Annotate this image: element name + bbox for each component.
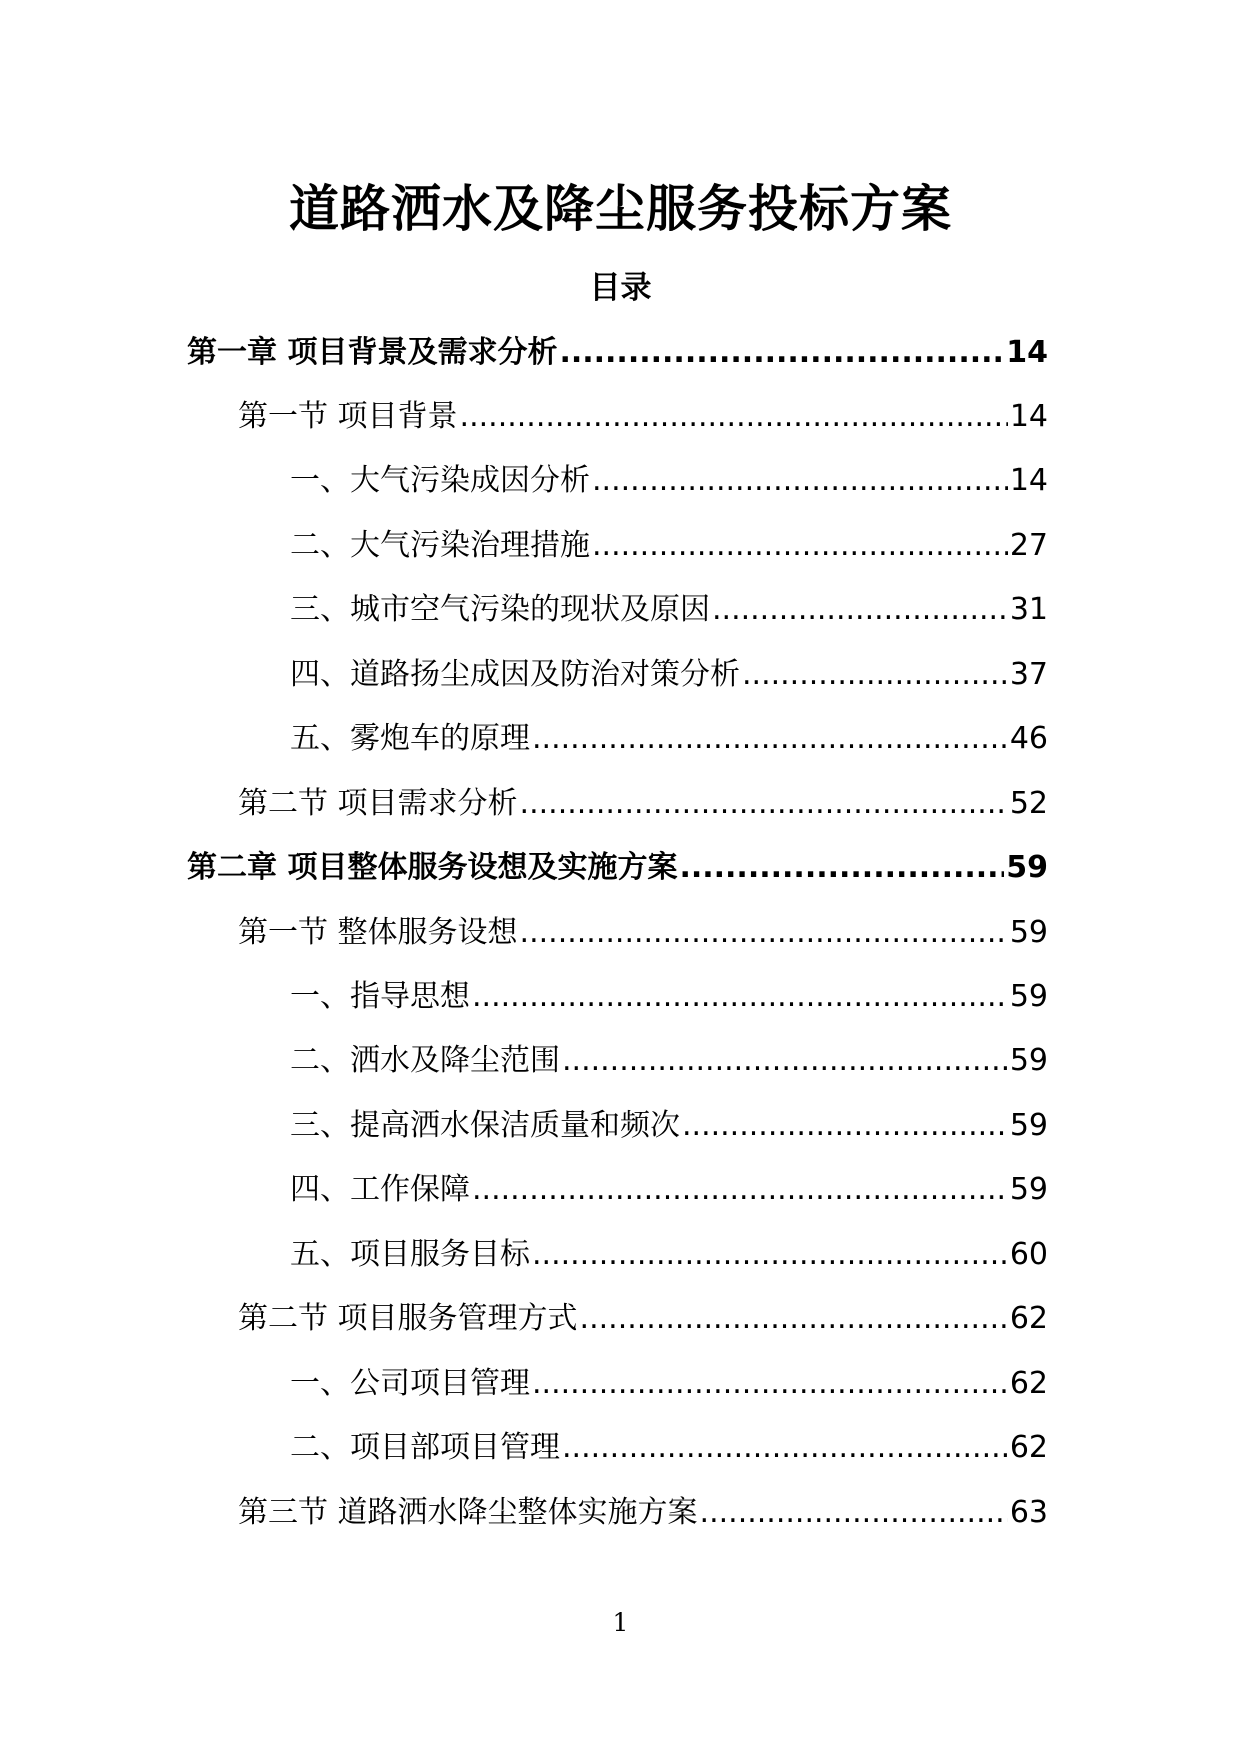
toc-entry[interactable] [238,1297,1048,1341]
toc-entry-title: 三、提高洒水保洁质量和频次 [290,1108,680,1143]
toc-entry-title: 五、项目服务目标 [290,1237,530,1272]
toc-entry-page: 59 [1009,979,1048,1014]
toc-entry[interactable] [290,653,1048,697]
toc-leader [682,1104,1008,1148]
toc-entry-title: 二、大气污染治理措施 [290,528,590,563]
toc-entry[interactable] [290,588,1048,632]
toc-entry-title: 第二章 项目整体服务设想及实施方案 [187,850,678,885]
toc-entry-page: 62 [1009,1430,1048,1465]
toc-entry-title: 二、洒水及降尘范围 [290,1043,560,1078]
toc-entry-page: 59 [1009,1108,1048,1143]
toc-entry[interactable] [290,1362,1048,1406]
toc-entry-page: 37 [1009,657,1048,692]
toc-entry[interactable] [238,1491,1048,1535]
toc-leader [559,331,1004,375]
toc-entry-title: 一、大气污染成因分析 [290,463,590,498]
toc-leader [679,846,1004,890]
toc-leader [562,1426,1008,1470]
toc-entry-page: 31 [1009,592,1048,627]
toc-entry[interactable] [290,459,1048,503]
toc-entry-page: 27 [1009,528,1048,563]
toc-entry[interactable] [290,975,1048,1019]
toc-entry-page: 62 [1009,1366,1048,1401]
toc-entry-page: 60 [1009,1237,1048,1272]
toc-entry-title: 四、工作保障 [290,1172,470,1207]
toc-leader [592,459,1008,503]
toc-entry[interactable] [290,717,1048,761]
toc-entry-page: 59 [1009,1043,1048,1078]
toc-entry[interactable] [290,1426,1048,1470]
toc-entry-title: 五、雾炮车的原理 [290,721,530,756]
toc-leader [712,588,1008,632]
page-number: 1 [612,1608,629,1637]
toc-entry-title: 四、道路扬尘成因及防治对策分析 [290,657,740,692]
toc-leader [532,717,1008,761]
toc-leader [460,395,1008,439]
toc-entry-page: 59 [1009,1172,1048,1207]
toc-entry-title: 第二节 项目需求分析 [238,786,518,821]
toc-entry[interactable] [187,331,1048,375]
toc-leader [520,911,1008,955]
toc-entry-title: 第一节 整体服务设想 [238,915,518,950]
toc-entry[interactable] [187,846,1048,890]
toc-entry[interactable] [290,524,1048,568]
toc-entry-title: 一、指导思想 [290,979,470,1014]
toc-heading: 目录 [589,270,652,306]
toc-entry-page: 14 [1006,335,1048,370]
toc-entry[interactable] [238,911,1048,955]
toc-leader [532,1362,1008,1406]
toc-entry[interactable] [290,1233,1048,1277]
document-title: 道路洒水及降尘服务投标方案 [289,180,952,238]
toc-entry-page: 46 [1009,721,1048,756]
toc-entry[interactable] [238,782,1048,826]
toc-entry-title: 第一章 项目背景及需求分析 [187,335,558,370]
toc-entry-title: 第二节 项目服务管理方式 [238,1301,578,1336]
toc-leader [592,524,1008,568]
toc-leader [520,782,1008,826]
toc-leader [472,1168,1008,1212]
toc-leader [562,1039,1008,1083]
toc-leader [742,653,1008,697]
toc-entry-title: 二、项目部项目管理 [290,1430,560,1465]
toc-entry[interactable] [290,1104,1048,1148]
toc-entry-page: 59 [1009,915,1048,950]
toc-entry[interactable] [290,1039,1048,1083]
toc-entry[interactable] [238,395,1048,439]
toc-entry-page: 14 [1009,399,1048,434]
toc-entry-page: 52 [1009,786,1048,821]
toc-entry[interactable] [290,1168,1048,1212]
toc-entry-page: 62 [1009,1301,1048,1336]
toc-leader [700,1491,1008,1535]
toc-leader [472,975,1008,1019]
toc-entry-page: 63 [1009,1495,1048,1530]
toc-entry-title: 三、城市空气污染的现状及原因 [290,592,710,627]
toc-entry-title: 第三节 道路洒水降尘整体实施方案 [238,1495,698,1530]
toc-leader [532,1233,1008,1277]
toc-entry-title: 第一节 项目背景 [238,399,458,434]
toc-entry-page: 59 [1006,850,1048,885]
toc-entry-title: 一、公司项目管理 [290,1366,530,1401]
toc-entry-page: 14 [1009,463,1048,498]
toc-leader [580,1297,1008,1341]
